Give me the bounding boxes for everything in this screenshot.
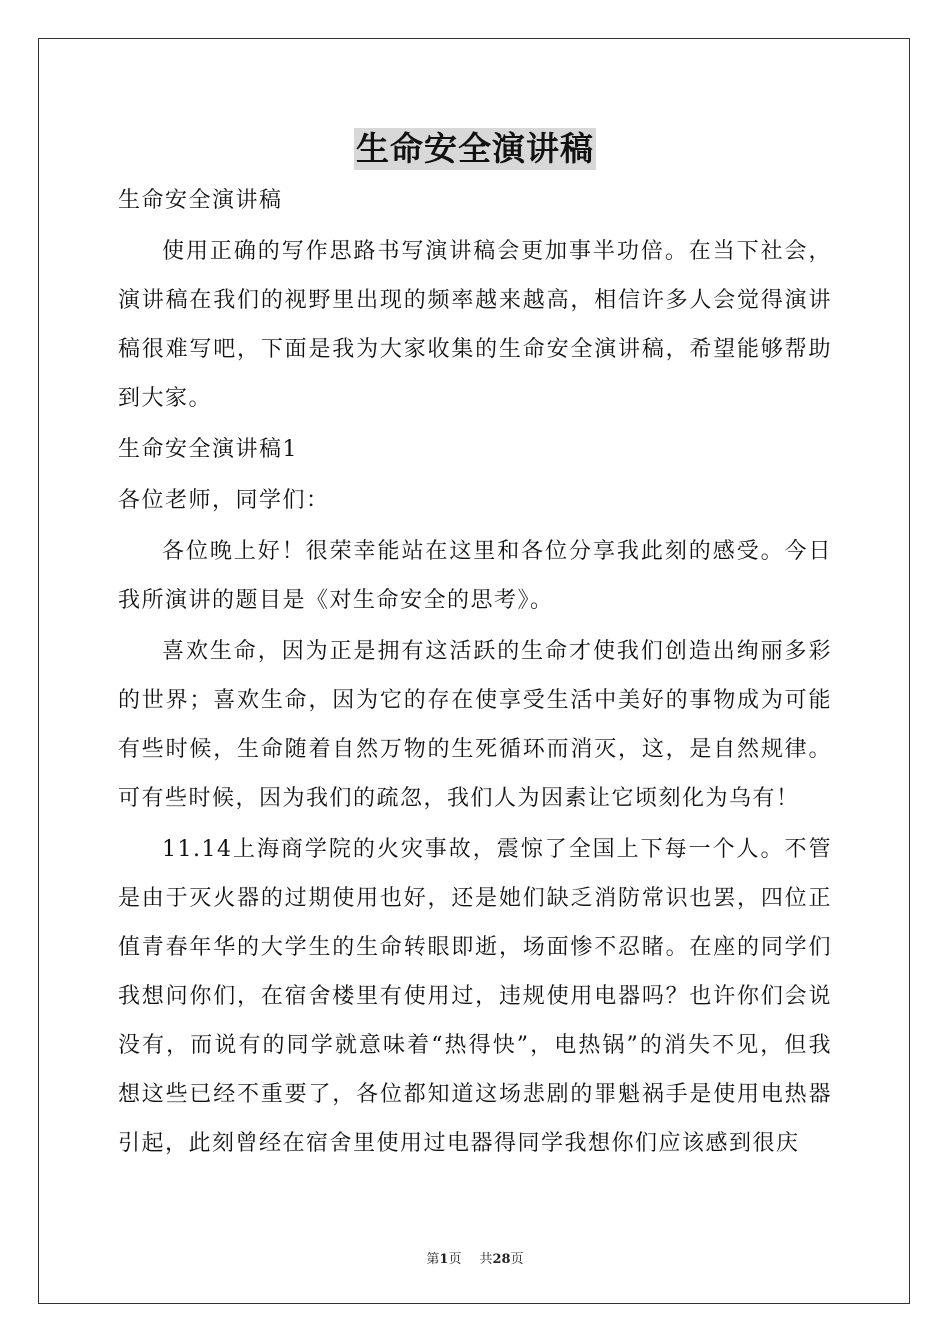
paragraph-section-heading: 生命安全演讲稿1: [118, 437, 298, 462]
page-current: 1: [439, 1252, 449, 1267]
page-total: 28: [492, 1252, 511, 1267]
paragraph-love-life: 喜欢生命，因为正是拥有这活跃的生命才使我们创造出绚丽多彩的世界；喜欢生命，因为它的存在使享受生活中美好的事物成为可能有些时候，生命随着自然万物的生死循环而消灭，这，是自然规律。可有些时候，因为我们的疏忽，我们人为因素让它顷刻化为乌有！: [118, 639, 832, 811]
paragraph-greeting: 各位晚上好！很荣幸能站在这里和各位分享我此刻的感受。今日我所演讲的题目是《对生命安全的思考》。: [118, 539, 832, 613]
total-prefix: 共: [479, 1252, 493, 1267]
page-footer: [0, 1248, 950, 1267]
paragraph-intro: 使用正确的写作思路书写演讲稿会更加事半功倍。在当下社会，演讲稿在我们的视野里出现的频率越来越高，相信许多人会觉得演讲稿很难写吧，下面是我为大家收集的生命安全演讲稿，希望能够帮助到大家。: [118, 239, 832, 411]
paragraph-heading: 生命安全演讲稿: [118, 188, 283, 213]
document-title: 生命安全演讲稿: [356, 129, 594, 168]
paragraph-fire-incident: 11.14上海商学院的火灾事故，震惊了全国上下每一个人。不管是由于灭火器的过期使用也好，还是她们缺乏消防常识也罢，四位正值青春年华的大学生的生命转眼即逝，场面惨不忍睹。在座的同学们我想问你们，在宿舍楼里有使用过，违规使用电器吗？也许你们会说没有，而说有的同学就意味着“热得快”，电热锅”的消失不见，但我想这些已经不重要了，各位都知道这场悲剧的罪魁祸手是使用电热器引起，此刻曾经在宿舍里使用过电器得同学我想你们应该感到很庆: [118, 837, 832, 1156]
paragraph-salutation: 各位老师，同学们：: [118, 488, 330, 513]
page-suffix: 页: [448, 1252, 462, 1267]
document-body: [118, 176, 832, 1168]
total-suffix: 页: [510, 1252, 524, 1267]
title-container: [0, 128, 950, 170]
page-prefix: 第: [426, 1252, 440, 1267]
